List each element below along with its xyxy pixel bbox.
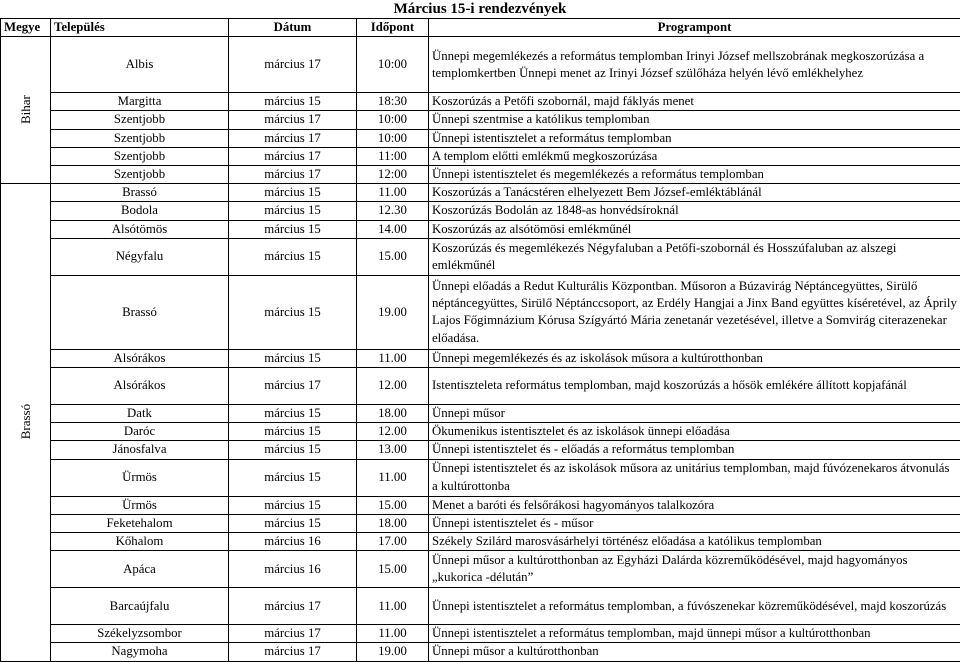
- idopont-cell: 11.00: [357, 588, 429, 625]
- programpont-cell: Ünnepi istentisztelet a református templomban, a fúvószenekar közreműködésével, majd koszorúzás: [429, 588, 960, 625]
- megye-label: Brassó: [17, 404, 34, 439]
- datum-cell: március 17: [229, 37, 357, 93]
- datum-cell: március 15: [229, 423, 357, 441]
- idopont-cell: 12.00: [357, 368, 429, 405]
- idopont-cell: 11.00: [357, 625, 429, 643]
- programpont-cell: Ünnepi istentisztelet és megemlékezés a református templomban: [429, 166, 960, 184]
- table-row: [1, 496, 960, 514]
- telepules-cell: Szentjobb: [51, 147, 229, 165]
- idopont-cell: 10:00: [357, 129, 429, 147]
- datum-cell: március 17: [229, 368, 357, 405]
- telepules-cell: Bodola: [51, 202, 229, 220]
- programpont-cell: Ünnepi istentisztelet és az iskolások műsora az unitárius templomban, majd fúvózenekaros átvonulás a kultúrottonba: [429, 459, 960, 496]
- programpont-cell: Ünnepi műsor: [429, 405, 960, 423]
- telepules-cell: Szentjobb: [51, 111, 229, 129]
- idopont-cell: 12:00: [357, 166, 429, 184]
- datum-cell: március 15: [229, 405, 357, 423]
- programpont-cell: Ökumenikus istentisztelet és az iskolások ünnepi előadása: [429, 423, 960, 441]
- table-row: [1, 625, 960, 643]
- idopont-cell: 19.00: [357, 643, 429, 661]
- header-row: [1, 19, 960, 37]
- telepules-cell: Feketehalom: [51, 514, 229, 532]
- telepules-cell: Brassó: [51, 184, 229, 202]
- table-row: [1, 643, 960, 661]
- idopont-cell: 19.00: [357, 275, 429, 349]
- datum-cell: március 17: [229, 643, 357, 661]
- idopont-cell: 11.00: [357, 459, 429, 496]
- header-datum: Dátum: [229, 19, 357, 37]
- table-row: [1, 349, 960, 367]
- header-idopont: Időpont: [357, 19, 429, 37]
- table-row: [1, 184, 960, 202]
- idopont-cell: 15.00: [357, 496, 429, 514]
- telepules-cell: Szentjobb: [51, 129, 229, 147]
- programpont-cell: Koszorúzás és megemlékezés Négyfaluban a Petőfi-szobornál és Hosszúfaluban az alszegi emlékműnél: [429, 238, 960, 275]
- telepules-cell: Apáca: [51, 551, 229, 588]
- table-row: [1, 166, 960, 184]
- datum-cell: március 15: [229, 202, 357, 220]
- page-title: Március 15-i rendezvények: [0, 0, 960, 18]
- table-row: [1, 238, 960, 275]
- megye-cell: [1, 184, 51, 661]
- programpont-cell: Ünnepi istentisztelet és - műsor: [429, 514, 960, 532]
- programpont-cell: Ünnepi megemlékezés a református templomban Irinyi József mellszobrának megkoszorúzása a templomkertben Ünnepi menet az Irinyi József szülőháza helyén lévő emlékhelyhez: [429, 37, 960, 93]
- datum-cell: március 17: [229, 129, 357, 147]
- datum-cell: március 16: [229, 551, 357, 588]
- programpont-cell: Ünnepi előadás a Redut Kulturális Központban. Műsoron a Búzavirág Néptáncegyüttes, Sirülő néptáncegyüttes, Sirülő Néptánccsoport, az Erdély Hangjai a Jinx Band együttes kíséretével, az Áprily Lajos Főgimnázium Kórusa Szígyártó Mária zenetanár vezetésével, illetve a Somvirág citerazenekar előadása.: [429, 275, 960, 349]
- idopont-cell: 12.00: [357, 423, 429, 441]
- megye-cell: [1, 37, 51, 184]
- table-row: [1, 275, 960, 349]
- table-row: [1, 368, 960, 405]
- telepules-cell: Nagymoha: [51, 643, 229, 661]
- datum-cell: március 17: [229, 166, 357, 184]
- idopont-cell: 15.00: [357, 551, 429, 588]
- telepules-cell: Brassó: [51, 275, 229, 349]
- programpont-cell: Ünnepi megemlékezés és az iskolások műsora a kultúrotthonban: [429, 349, 960, 367]
- telepules-cell: Alsórákos: [51, 368, 229, 405]
- table-row: [1, 533, 960, 551]
- idopont-cell: 13.00: [357, 441, 429, 459]
- datum-cell: március 15: [229, 496, 357, 514]
- telepules-cell: Négyfalu: [51, 238, 229, 275]
- telepules-cell: Alsótömös: [51, 220, 229, 238]
- programpont-cell: Koszorúzás a Petőfi szobornál, majd fáklyás menet: [429, 93, 960, 111]
- telepules-cell: Barcaújfalu: [51, 588, 229, 625]
- programpont-cell: Koszorúzás Bodolán az 1848-as honvédsíroknál: [429, 202, 960, 220]
- datum-cell: március 17: [229, 625, 357, 643]
- programpont-cell: Ünnepi istentisztelet a református templomban, majd ünnepi műsor a kultúrotthonban: [429, 625, 960, 643]
- programpont-cell: Ünnepi műsor a kultúrotthonban az Egyházi Dalárda közreműködésével, majd hagyományos „kukorica -délután”: [429, 551, 960, 588]
- programpont-cell: Székely Szilárd marosvásárhelyi történész előadása a katólikus templomban: [429, 533, 960, 551]
- programpont-cell: Koszorúzás az alsótömösi emlékműnél: [429, 220, 960, 238]
- telepules-cell: Margitta: [51, 93, 229, 111]
- datum-cell: március 15: [229, 349, 357, 367]
- table-row: [1, 111, 960, 129]
- programpont-cell: Menet a baróti és felsőrákosi hagyományos talalkozóra: [429, 496, 960, 514]
- telepules-cell: Jánosfalva: [51, 441, 229, 459]
- idopont-cell: 12.30: [357, 202, 429, 220]
- telepules-cell: Datk: [51, 405, 229, 423]
- table-row: [1, 220, 960, 238]
- idopont-cell: 15.00: [357, 238, 429, 275]
- table-row: [1, 37, 960, 93]
- table-row: [1, 441, 960, 459]
- programpont-cell: Ünnepi műsor a kultúrotthonban: [429, 643, 960, 661]
- table-row: [1, 588, 960, 625]
- datum-cell: március 17: [229, 111, 357, 129]
- telepules-cell: Daróc: [51, 423, 229, 441]
- datum-cell: március 15: [229, 514, 357, 532]
- idopont-cell: 10:00: [357, 111, 429, 129]
- megye-label: Bihar: [17, 95, 34, 124]
- table-row: [1, 459, 960, 496]
- idopont-cell: 18:30: [357, 93, 429, 111]
- idopont-cell: 11.00: [357, 349, 429, 367]
- telepules-cell: Ürmös: [51, 459, 229, 496]
- header-telepules: Település: [51, 19, 229, 37]
- datum-cell: március 15: [229, 184, 357, 202]
- datum-cell: március 15: [229, 441, 357, 459]
- programpont-cell: Ünnepi szentmise a katólikus templomban: [429, 111, 960, 129]
- idopont-cell: 11.00: [357, 184, 429, 202]
- datum-cell: március 15: [229, 220, 357, 238]
- telepules-cell: Ürmös: [51, 496, 229, 514]
- programpont-cell: Ünnepi istentisztelet a református templomban: [429, 129, 960, 147]
- idopont-cell: 18.00: [357, 405, 429, 423]
- datum-cell: március 15: [229, 93, 357, 111]
- table-row: [1, 202, 960, 220]
- programpont-cell: Istentiszteleta református templomban, majd koszorúzás a hősök emlékére állított kopjafánál: [429, 368, 960, 405]
- table-row: [1, 423, 960, 441]
- idopont-cell: 14.00: [357, 220, 429, 238]
- datum-cell: március 17: [229, 588, 357, 625]
- programpont-cell: A templom előtti emlékmű megkoszorúzása: [429, 147, 960, 165]
- table-row: [1, 551, 960, 588]
- telepules-cell: Albis: [51, 37, 229, 93]
- table-row: [1, 514, 960, 532]
- table-row: [1, 147, 960, 165]
- telepules-cell: Alsórákos: [51, 349, 229, 367]
- idopont-cell: 17.00: [357, 533, 429, 551]
- programpont-cell: Koszorúzás a Tanácstéren elhelyezett Bem József-emléktáblánál: [429, 184, 960, 202]
- programpont-cell: Ünnepi istentisztelet és - előadás a református templomban: [429, 441, 960, 459]
- telepules-cell: Kőhalom: [51, 533, 229, 551]
- table-row: [1, 405, 960, 423]
- header-programpont: Programpont: [429, 19, 960, 37]
- idopont-cell: 10:00: [357, 37, 429, 93]
- events-table: [0, 18, 960, 662]
- telepules-cell: Székelyzsombor: [51, 625, 229, 643]
- table-row: [1, 129, 960, 147]
- datum-cell: március 17: [229, 147, 357, 165]
- datum-cell: március 16: [229, 533, 357, 551]
- datum-cell: március 15: [229, 275, 357, 349]
- table-row: [1, 93, 960, 111]
- datum-cell: március 15: [229, 238, 357, 275]
- idopont-cell: 18.00: [357, 514, 429, 532]
- idopont-cell: 11:00: [357, 147, 429, 165]
- telepules-cell: Szentjobb: [51, 166, 229, 184]
- datum-cell: március 15: [229, 459, 357, 496]
- header-megye: Megye: [1, 19, 51, 37]
